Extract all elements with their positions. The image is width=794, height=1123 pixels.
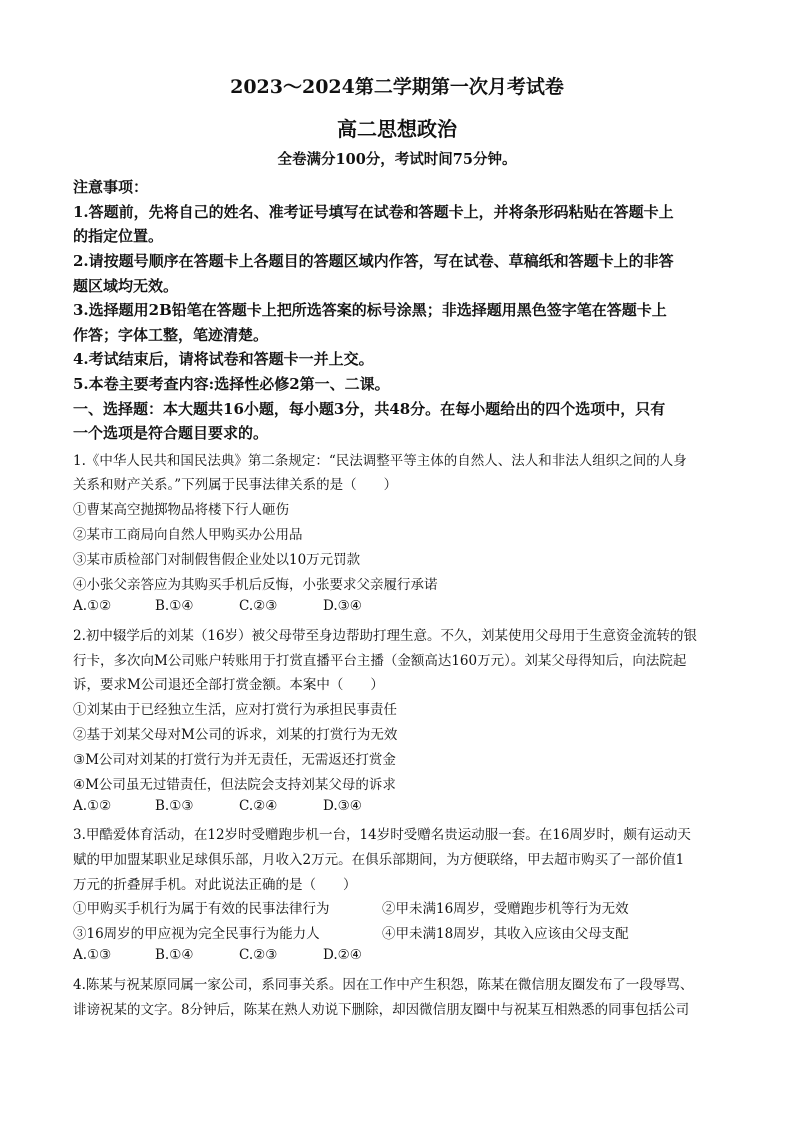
- q2-item: ①刘某由于已经独立生活，应对打赏行为承担民事责任: [73, 702, 397, 718]
- notice-line: 题区域均无效。: [73, 277, 179, 295]
- q3-item: ④甲未满18周岁，其收入应该由父母支配: [382, 926, 629, 942]
- q4-stem: 诽谤祝某的文字。8分钟后，陈某在熟人劝说下删除，却因微信朋友圈中与祝某互相熟悉的同事包括公司: [73, 1002, 690, 1018]
- q2-item: ③M公司对刘某的打赏行为并无责任，无需返还打赏金: [73, 752, 396, 768]
- notice-line: 的指定位置。: [73, 227, 164, 245]
- option-b[interactable]: B.①④: [155, 947, 194, 963]
- q2-stem: 诉，要求M公司退还全部打赏金额。本案中（ ）: [73, 677, 384, 693]
- q3-item: ③16周岁的甲应视为完全民事行为能力人: [73, 926, 320, 942]
- option-b[interactable]: B.①③: [155, 798, 194, 814]
- section-heading: 一、选择题：本大题共16小题，每小题3分，共48分。在每小题给出的四个选项中，只有: [73, 400, 666, 418]
- q2-item: ④M公司虽无过错责任，但法院会支持刘某父母的诉求: [73, 777, 396, 793]
- q1-stem: 关系和财产关系。”下列属于民事法律关系的是（ ）: [73, 477, 398, 493]
- option-d[interactable]: D.②④: [323, 947, 362, 963]
- q3-stem: 3.甲酷爱体育活动，在12岁时受赠跑步机一台，14岁时受赠名贵运动服一套。在16周岁时，颇有运动天: [73, 827, 691, 843]
- q1-item: ④小张父亲答应为其购买手机后反悔，小张要求父亲履行承诺: [73, 577, 438, 593]
- option-c[interactable]: C.②③: [239, 598, 278, 614]
- q3-item: ②甲未满16周岁，受赠跑步机等行为无效: [382, 901, 629, 917]
- notice-heading: 注意事项：: [73, 178, 149, 196]
- notice-line: 2.请按题号顺序在答题卡上各题目的答题区域内作答，写在试卷、草稿纸和答题卡上的非答: [73, 252, 674, 270]
- q1-item: ③某市质检部门对制假售假企业处以10万元罚款: [73, 552, 361, 568]
- notice-line: 3.选择题用2B铅笔在答题卡上把所选答案的标号涂黑；非选择题用黑色签字笔在答题卡上: [73, 301, 667, 319]
- notice-line: 4.考试结束后，请将试卷和答题卡一并上交。: [73, 350, 374, 368]
- q1-stem: 1.《中华人民共和国民法典》第二条规定：“民法调整平等主体的自然人、法人和非法人组织之间的人身: [73, 453, 687, 469]
- q4-stem: 4.陈某与祝某原同属一家公司，系同事关系。因在工作中产生积怨，陈某在微信朋友圈发布了一段辱骂、: [73, 977, 694, 993]
- q1-item: ②某市工商局向自然人甲购买办公用品: [73, 527, 303, 543]
- option-c[interactable]: C.②④: [239, 798, 278, 814]
- notice-line: 1.答题前，先将自己的姓名、准考证号填写在试卷和答题卡上，并将条形码粘贴在答题卡上: [73, 203, 674, 221]
- q2-stem: 2.初中辍学后的刘某（16岁）被父母带至身边帮助打理生意。不久，刘某使用父母用于生意资金流转的银: [73, 628, 698, 644]
- option-d[interactable]: D.③④: [323, 798, 362, 814]
- option-d[interactable]: D.③④: [323, 598, 362, 614]
- q2-item: ②基于刘某父母对M公司的诉求，刘某的打赏行为无效: [73, 727, 398, 743]
- option-a[interactable]: A.①②: [73, 598, 112, 614]
- option-a[interactable]: A.①②: [73, 798, 112, 814]
- option-b[interactable]: B.①④: [155, 598, 194, 614]
- q3-stem: 万元的折叠屏手机。对此说法正确的是（ ）: [73, 877, 357, 893]
- notice-line: 作答；字体工整，笔迹清楚。: [73, 326, 269, 344]
- q2-stem: 行卡，多次向M公司账户转账用于打赏直播平台主播（金额高达160万元）。刘某父母得知后，向法院起: [73, 653, 687, 669]
- option-a[interactable]: A.①③: [73, 947, 112, 963]
- option-c[interactable]: C.②③: [239, 947, 278, 963]
- exam-subject: 高二思想政治: [337, 117, 457, 141]
- q1-item: ①曹某高空抛掷物品将楼下行人砸伤: [73, 502, 289, 518]
- q3-item: ①甲购买手机行为属于有效的民事法律行为: [73, 901, 330, 917]
- exam-title: 2023～2024第二学期第一次月考试卷: [230, 76, 564, 98]
- q3-stem: 赋的甲加盟某职业足球俱乐部，月收入2万元。在俱乐部期间，为方便联络，甲去超市购买了一部价值1: [73, 852, 685, 868]
- score-time-note: 全卷满分100分，考试时间75分钟。: [277, 151, 517, 168]
- notice-line: 5.本卷主要考查内容:选择性必修2第一、二课。: [73, 375, 390, 393]
- section-heading: 一个选项是符合题目要求的。: [73, 424, 269, 442]
